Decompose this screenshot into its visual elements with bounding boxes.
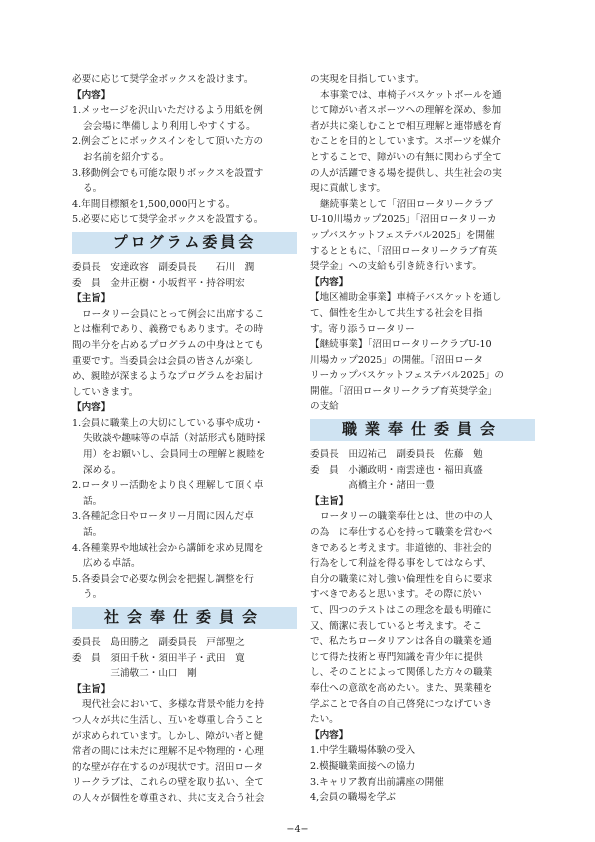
body-line: リークラブは、これらの壁を取り払い、全て	[72, 777, 264, 789]
body-line: つ人々が共に生活し、互いを尊重し合うこと	[72, 714, 264, 726]
vocational-service-committee-heading: 職業奉仕委員会	[310, 419, 535, 441]
body-line: す。寄り添うロータリー	[310, 323, 415, 335]
shugan-heading: 【主旨】	[72, 683, 111, 695]
naiyou-item: 5.各委員会で必要な例会を把握し調整を行 う。	[72, 573, 254, 601]
body-line: 川場カップ2025」の開催。「沼田ロータ	[310, 354, 484, 366]
body-line: 的な壁が存在するのが現状です。沼田ロータ	[72, 761, 264, 773]
body-line: 間の半分を占めるプログラムの中身はとても	[72, 339, 264, 351]
body-line: 奉仕への意欲を高めたい。また、異業種を	[310, 682, 493, 694]
shugan-heading: 【主旨】	[310, 495, 349, 507]
body-line: 常者の間には未だに理解不足や物理的・心理	[72, 746, 264, 758]
committee-members: 委員長 田辺祐己 副委員長 佐藤 勉	[310, 449, 483, 461]
body-line: 者が共に楽しむことで相互理解と連帯感を育	[310, 120, 502, 132]
body-line: ロータリー会員にとって例会に出席するこ	[82, 308, 265, 320]
naiyou-heading: 【内容】	[310, 276, 349, 288]
body-line: とは権利であり、義務でもあります。その時	[72, 324, 264, 336]
body-line: 行為をして利益を得る事をしてはならず、	[310, 558, 492, 570]
body-line: 学ぶことで各自の自己啓発につなげていき	[310, 698, 493, 710]
naiyou-item: 3.各種記念日やロータリー月間に因んだ卓 話。	[72, 511, 254, 539]
body-line: 本事業では、車椅子バスケットボールを通	[320, 89, 502, 101]
naiyou-item: 2.ロータリー活動をより良く理解して頂く卓 話。	[72, 480, 264, 507]
body-line: 重要です。当委員会は会員の皆さんが楽し	[72, 355, 254, 367]
body-line: の実現を目指しています。	[310, 74, 425, 85]
naiyou-item: 2.模擬職業面接への協力	[310, 760, 416, 772]
body-line: 継続事業として「沼田ロータリークラブ	[320, 198, 493, 210]
committee-members: 高橋主介・諸田一豊	[310, 480, 435, 492]
committee-members: 委 員 小瀬政明・南雲達也・福田真盛	[310, 464, 483, 476]
naiyou-item: 5.必要に応じて奨学金ボックスを設置する。	[72, 214, 264, 226]
naiyou-heading: 【内容】	[72, 89, 111, 101]
body-line: し、そのことによって関係した方々の職業	[310, 667, 493, 679]
committee-members: 委 員 須田千秋・須田半子・武田 寛	[72, 652, 245, 664]
body-line: むことを目的としています。スポーツを媒介	[310, 136, 501, 148]
committee-members: 委 員 金井正樹・小坂哲平・持谷明宏	[72, 277, 245, 289]
intro-line: 必要に応じて奨学金ボックスを設けます。	[72, 74, 254, 85]
body-line: きであると考えます。非道徳的、非社会的	[310, 542, 492, 554]
social-service-committee-heading: 社会奉仕委員会	[72, 607, 297, 629]
body-line: じて得た技術と専門知識を青少年に提供	[310, 651, 483, 663]
committee-members: 委員長 島田勝之 副委員長 戸部聖之	[72, 637, 245, 648]
naiyou-item: 4,会員の職場を学ぶ	[310, 792, 396, 804]
shugan-heading: 【主旨】	[72, 293, 111, 305]
naiyou-item: 3.キャリア教育出前講座の開催	[310, 776, 444, 788]
naiyou-heading: 【内容】	[310, 729, 349, 741]
body-line: の支給	[310, 401, 339, 413]
naiyou-item: 1.会員に職業上の大切にしている事や成功・ 失敗談や趣味等の卓話（対話形式も随時採 用）をお願いし、会員同士の理解と親睦を 深める。	[72, 417, 266, 476]
body-line: め、親睦が深まるようなプログラムをお届け	[72, 371, 264, 383]
body-line: たい。	[310, 714, 339, 726]
body-line: 現代社会において、多様な背景や能力を持	[82, 699, 265, 711]
left-column	[72, 72, 297, 807]
body-line: とすることで、障がいの有無に関わらず全て	[310, 151, 502, 163]
body-line: じて障がい者スポーツへの理解を深め、参加	[310, 105, 502, 117]
body-line: 開催。「沼田ロータリークラブ育英奨学金」	[310, 385, 498, 397]
body-line: 又、簡潔に表していると考えます。そこ	[310, 620, 482, 632]
naiyou-item: 1.メッセージを沢山いただけるよう用紙を例 会会場に準備しより利用しやすくする。	[72, 105, 263, 132]
body-line: で、私たちロータリアンは各自の職業を通	[310, 636, 492, 648]
body-line: 自分の職業に対し強い倫理性を自らに要求	[310, 573, 493, 585]
body-line: ロータリーの職業奉仕とは、世の中の人	[320, 511, 493, 523]
body-line: 【地区補助金事業】車椅子バスケットを通し	[310, 292, 502, 304]
body-line: すべきであると思います。その際に於い	[310, 589, 482, 601]
body-line: するとともに、「沼田ロータリークラブ育英	[310, 245, 498, 257]
naiyou-item: 2.例会ごとにボックスインをして頂いた方の お名前を紹介する。	[72, 136, 264, 163]
page-number: −4−	[286, 824, 309, 835]
body-line: U-10川場カップ2025」「沼田ロータリーカ	[310, 214, 497, 226]
committee-members: 委員長 安達政容 副委員長 石川 潤	[72, 261, 255, 273]
body-line: 現に貢献します。	[310, 183, 386, 195]
naiyou-item: 1.中学生職場体験の受入	[310, 745, 416, 757]
naiyou-item: 3.移動例会でも可能な限りボックスを設置す る。	[72, 167, 264, 195]
naiyou-item: 4.年間目標額を1,500,000円とする。	[72, 198, 236, 210]
body-line: していきます。	[72, 386, 139, 398]
body-line: リーカップバスケットフェステバル2025」の	[310, 370, 505, 382]
body-line: の人が活躍できる場を提供し、共生社会の実	[310, 167, 502, 179]
program-committee-heading: プログラム委員会	[72, 232, 297, 254]
body-line: 奨学金」への支給も引き続き行います。	[310, 261, 482, 273]
committee-members: 三浦敬二・山口 剛	[72, 668, 197, 680]
right-column	[310, 72, 535, 806]
body-line: 【継続事業】「沼田ロータリークラブU-10	[310, 339, 492, 351]
body-line: て、個性を生かして共生する社会を目指	[310, 307, 483, 319]
body-line: て、四つのテストはこの理念を最も明確に	[310, 605, 492, 616]
body-line: ップバスケットフェステバル2025」を開催	[310, 229, 495, 241]
body-line: の為 に奉仕する心を持って職業を営むべ	[310, 527, 493, 539]
naiyou-heading: 【内容】	[72, 402, 111, 414]
body-line: の人々が個性を尊重され、共に支え合う社会	[72, 792, 265, 804]
naiyou-item: 4.各種業界や地域社会から講師を求め見聞を 広める卓話。	[72, 542, 264, 570]
body-line: が求められています。しかし、障がい者と健	[72, 730, 264, 742]
